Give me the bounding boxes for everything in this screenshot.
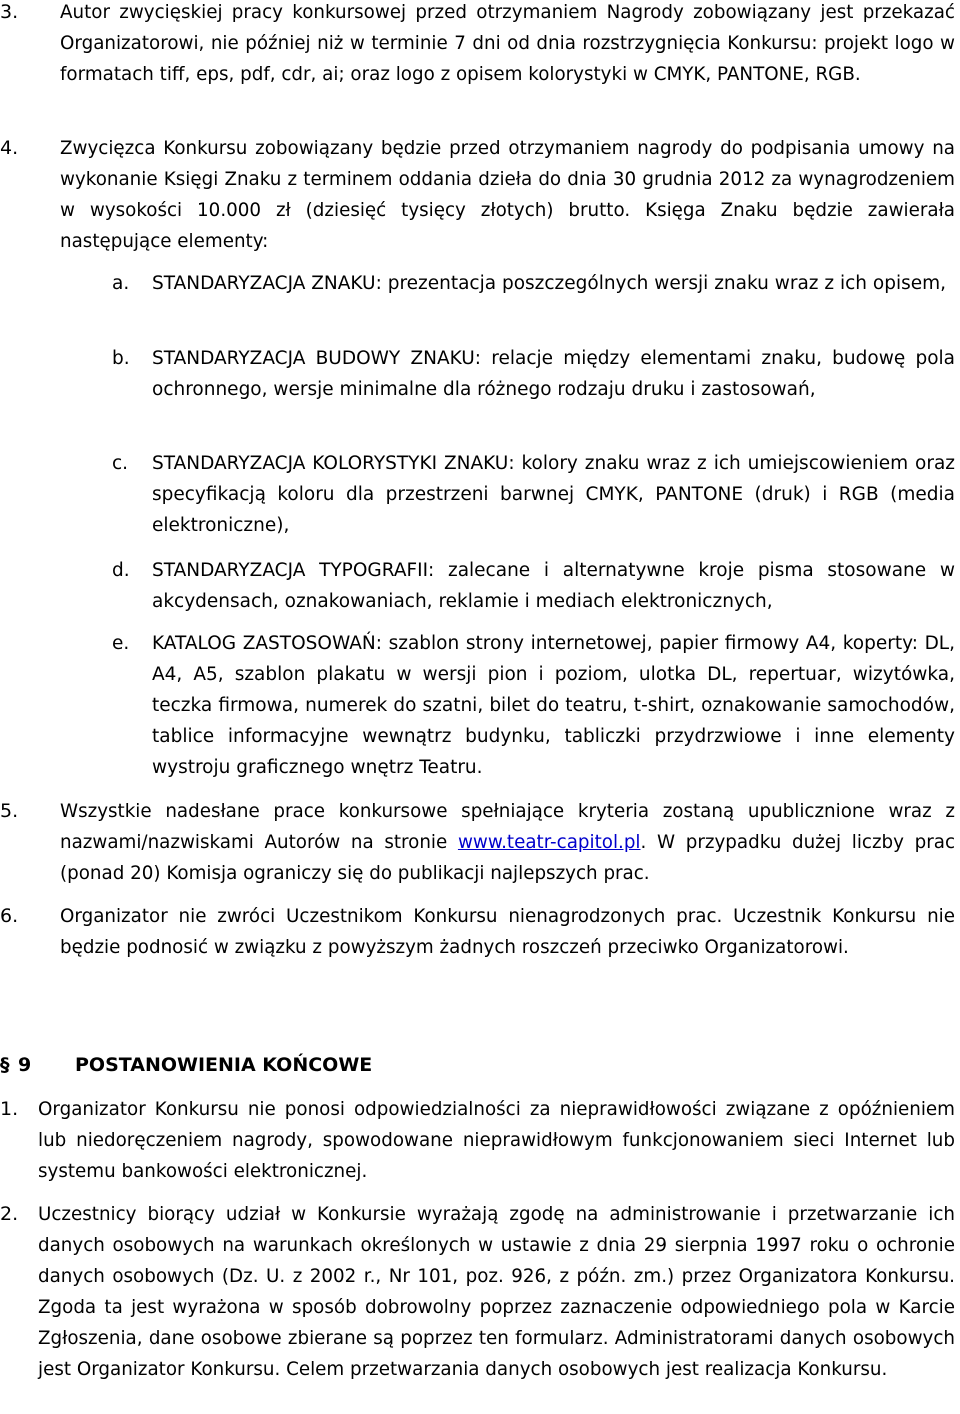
list-number: 6. <box>0 905 19 927</box>
sub-item-e <box>112 628 957 783</box>
sub-item-letter: e. <box>112 633 130 654</box>
sub-item-letter: b. <box>112 348 130 369</box>
final-item-1 <box>0 1094 960 1187</box>
sub-item-text: STANDARYZACJA ZNAKU: prezentacja poszczególnych wersji znaku wraz z ich opisem, <box>152 273 947 294</box>
sub-item-text: STANDARYZACJA TYPOGRAFII: zalecane i alternatywne kroje pisma stosowane w akcydensach, oznakowaniach, reklamie i mediach elektronicznych, <box>152 560 955 612</box>
sub-item-letter: d. <box>112 560 130 581</box>
sub-item-text: KATALOG ZASTOSOWAŃ: szablon strony internetowej, papier firmowy A4, koperty: DL, A4, A5, szablon plakatu w wersji pion i poziom, ulotka DL, repertuar, wizytówka, teczka firmowa, numerek do szatni, bilet do teatru, t-shirt, oznakowanie samochodów, tablice informacyjne wewnątrz budynku, tabliczki przydrzwiowe i inne elementy wystroju graficznego wnętrz Teatru. <box>152 633 955 778</box>
sub-item-a <box>112 268 957 330</box>
list-item-6 <box>0 901 960 994</box>
sub-item-letter: c. <box>112 453 129 474</box>
sub-item-text: STANDARYZACJA BUDOWY ZNAKU: relacje między elementami znaku, budowę pola ochronnego, wersje minimalne dla różnego rodzaju druku i zastosowań, <box>152 348 955 400</box>
section-title: POSTANOWIENIA KOŃCOWE <box>75 1054 373 1076</box>
list-number: 2. <box>0 1203 19 1225</box>
sub-item-c <box>112 448 957 541</box>
final-item-2 <box>0 1199 960 1414</box>
list-item-text: Zwycięzca Konkursu zobowiązany będzie przed otrzymaniem nagrody do podpisania umowy na wykonanie Księgi Znaku z terminem oddania dzieła do dnia 30 grudnia 2012 za wynagrodzeniem w wysokości 10.000 zł (dziesięć tysięcy złotych) brutto. Księga Znaku będzie zawierała następujące elementy: <box>60 138 955 252</box>
list-number: 5. <box>0 800 19 822</box>
list-item-text: Uczestnicy biorący udział w Konkursie wyrażają zgodę na administrowanie i przetwarzanie ich danych osobowych na warunkach określonych w ustawie z dnia 29 sierpnia 1997 roku o ochronie danych osobowych (Dz. U. z 2002 r., Nr 101, poz. 926, z późn. zm.) przez Organizatora Konkursu. Zgoda ta jest wyrażona w sposób dobrowolny poprzez zaznaczenie odpowiedniego pola w Karcie Zgłoszenia, dane osobowe zbierane są poprzez ten formularz. Administratorami danych osobowych jest Organizator Konkursu. Celem przetwarzania danych osobowych jest realizacja Konkursu. <box>38 1204 955 1380</box>
sub-item-text: STANDARYZACJA KOLORYSTYKI ZNAKU: kolory znaku wraz z ich umiejscowieniem oraz specyfikacją koloru dla przestrzeni barwnej CMYK, PANTONE (druk) i RGB (media elektroniczne), <box>152 453 955 536</box>
list-item-text: Organizator Konkursu nie ponosi odpowiedzialności za nieprawidłowości związane z opóźnieniem lub niedoręczeniem nagrody, spowodowane nieprawidłowym funkcjonowaniem sieci Internet lub systemu bankowości elektronicznej. <box>38 1099 955 1182</box>
list-item-3 <box>0 0 960 121</box>
list-item-text <box>60 796 955 889</box>
website-link[interactable]: www.teatr-capitol.pl <box>457 832 641 853</box>
section-symbol: § <box>0 1054 10 1076</box>
list-number: 3. <box>0 1 19 23</box>
sub-item-d <box>112 555 957 617</box>
list-item-text: Organizator nie zwróci Uczestnikom Konkursu nienagrodzonych prac. Uczestnik Konkursu nie będzie podnosić w związku z powyższym żadnych roszczeń przeciwko Organizatorowi. <box>60 906 955 958</box>
text-after-link: . W przypadku dużej liczby prac (ponad 20) Komisja ograniczy się do publikacji najlepszych prac. <box>60 832 956 884</box>
list-item-5 <box>0 796 960 889</box>
section-number: 9 <box>18 1054 32 1076</box>
sub-item-b <box>112 343 957 436</box>
list-item-text: Autor zwycięskiej pracy konkursowej przed otrzymaniem Nagrody zobowiązany jest przekazać Organizatorowi, nie później niż w terminie 7 dni od dnia rozstrzygnięcia Konkursu: projekt logo w formatach tiff, eps, pdf, cdr, ai; oraz logo z opisem kolorystyki w CMYK, PANTONE, RGB. <box>60 2 955 85</box>
text-before-link: Wszystkie nadesłane prace konkursowe spełniające kryteria zostaną upublicznione wraz z nazwami/nazwiskami Autorów na stronie <box>60 801 955 853</box>
list-number: 1. <box>0 1098 19 1120</box>
section-heading <box>0 1050 960 1081</box>
list-item-4 <box>0 133 960 257</box>
sub-item-letter: a. <box>112 273 130 294</box>
list-number: 4. <box>0 137 19 159</box>
